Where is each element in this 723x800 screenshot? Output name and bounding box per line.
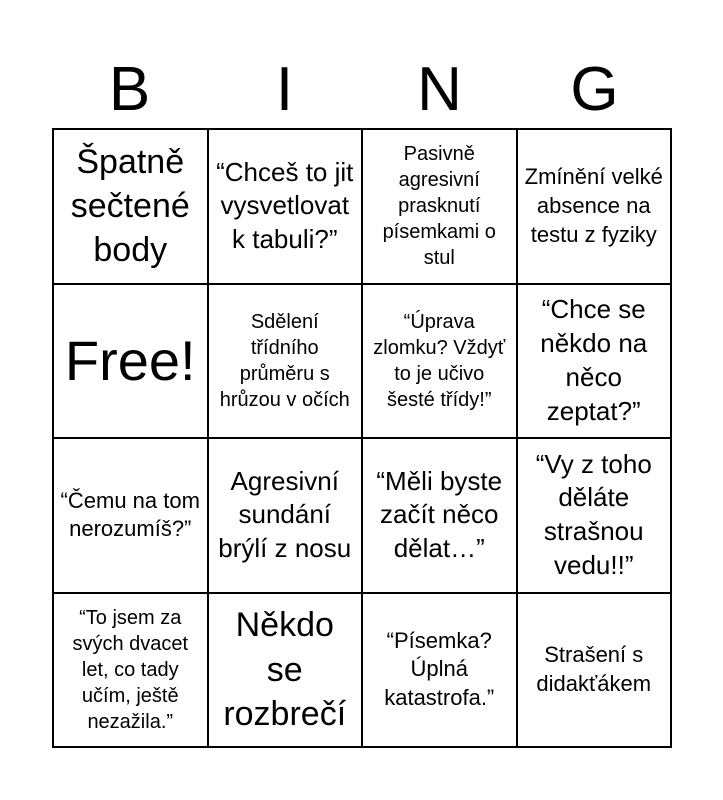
bingo-cell-r2c4[interactable]: “Chce se někdo na něco zeptat?” [517,284,672,439]
bingo-cell-r2c2[interactable]: Sdělení třídního průměru s hrůzou v očích [208,284,363,439]
bingo-cell-r4c1[interactable]: “To jsem za svých dvacet let, co tady učím, ještě nezažila.” [53,593,208,748]
bingo-cell-r4c2[interactable]: Někdo se rozbrečí [208,593,363,748]
header-letter-n: N [417,55,462,124]
header-letter-g: G [570,55,619,124]
bingo-cell-r3c4[interactable]: “Vy z toho děláte strašnou vedu!!” [517,438,672,593]
bingo-header [52,55,672,125]
bingo-grid [52,128,672,748]
bingo-cell-r4c3[interactable]: “Písemka? Úplná katastrofa.” [362,593,517,748]
bingo-cell-r3c2[interactable]: Agresivní sundání brýlí z nosu [208,438,363,593]
bingo-cell-r2c3[interactable]: “Úprava zlomku? Vždyť to je učivo šesté třídy!” [362,284,517,439]
bingo-cell-free[interactable]: Free! [53,284,208,439]
bingo-cell-r3c3[interactable]: “Měli byste začít něco dělat…” [362,438,517,593]
bingo-cell-r1c2[interactable]: “Chceš to jit vysvetlovat k tabuli?” [208,129,363,284]
bingo-cell-r1c3[interactable]: Pasivně agresivní prasknutí písemkami o stul [362,129,517,284]
bingo-cell-r1c4[interactable]: Zmínění velké absence na testu z fyziky [517,129,672,284]
bingo-cell-r1c1[interactable]: Špatně sečtené body [53,129,208,284]
bingo-cell-r4c4[interactable]: Strašení s didakťákem [517,593,672,748]
header-letter-i: I [275,55,294,124]
header-letter-b: B [108,55,151,124]
bingo-cell-r3c1[interactable]: “Čemu na tom nerozumíš?” [53,438,208,593]
